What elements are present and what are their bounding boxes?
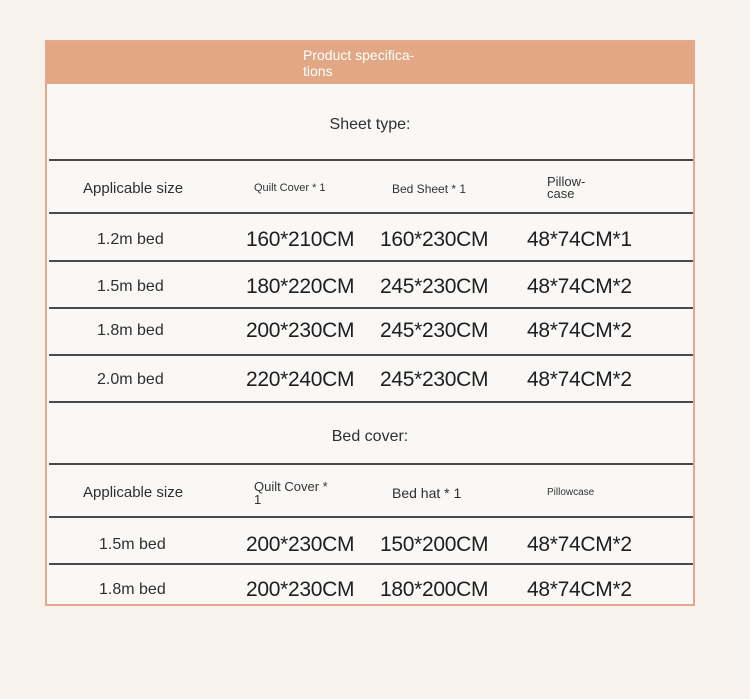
row-pillow-value: 48*74CM*2: [527, 275, 632, 298]
header-title: Product specifica- tions: [303, 47, 415, 79]
column-header-quilt: Quilt Cover * 1: [254, 182, 326, 194]
column-header-size: Applicable size: [83, 484, 184, 501]
row-hat-value: 180*200CM: [380, 578, 489, 601]
row-size: 1.8m bed: [97, 322, 164, 339]
row-pillow-value: 48*74CM*2: [527, 533, 632, 556]
row-size: 1.2m bed: [97, 231, 164, 248]
divider: [49, 401, 693, 403]
column-header-pillow: Pillowcase: [547, 487, 595, 498]
row-size: 2.0m bed: [97, 371, 164, 388]
spec-card: [45, 40, 695, 606]
column-header-quilt: Quilt Cover * 1: [254, 479, 328, 507]
column-header-size: Applicable size: [83, 180, 184, 197]
sheet-section-title: Sheet type:: [329, 116, 411, 133]
row-hat-value: 150*200CM: [380, 533, 489, 556]
divider: [49, 212, 693, 214]
divider: [49, 563, 693, 565]
row-quilt-value: 200*230CM: [246, 319, 355, 342]
row-quilt-value: 160*210CM: [246, 228, 355, 251]
row-sheet-value: 245*230CM: [380, 275, 489, 298]
spec-header: [47, 42, 693, 84]
cover-section-title: Bed cover:: [331, 428, 409, 445]
row-pillow-value: 48*74CM*2: [527, 319, 632, 342]
row-sheet-value: 245*230CM: [380, 319, 489, 342]
row-quilt-value: 200*230CM: [246, 578, 355, 601]
divider: [49, 516, 693, 518]
row-quilt-value: 200*230CM: [246, 533, 355, 556]
divider: [49, 307, 693, 309]
row-quilt-value: 220*240CM: [246, 368, 355, 391]
row-pillow-value: 48*74CM*1: [527, 228, 632, 251]
row-quilt-value: 180*220CM: [246, 275, 355, 298]
column-header-pillow: Pillow- case: [547, 174, 586, 201]
divider: [49, 354, 693, 356]
row-sheet-value: 245*230CM: [380, 368, 489, 391]
column-header-hat: Bed hat * 1: [392, 485, 462, 501]
row-size: 1.5m bed: [97, 278, 164, 295]
row-size: 1.8m bed: [99, 581, 166, 598]
divider: [49, 260, 693, 262]
column-header-sheet: Bed Sheet * 1: [392, 182, 467, 196]
row-pillow-value: 48*74CM*2: [527, 578, 632, 601]
divider: [49, 159, 693, 161]
divider: [49, 463, 693, 465]
row-pillow-value: 48*74CM*2: [527, 368, 632, 391]
row-size: 1.5m bed: [99, 536, 166, 553]
row-sheet-value: 160*230CM: [380, 228, 489, 251]
